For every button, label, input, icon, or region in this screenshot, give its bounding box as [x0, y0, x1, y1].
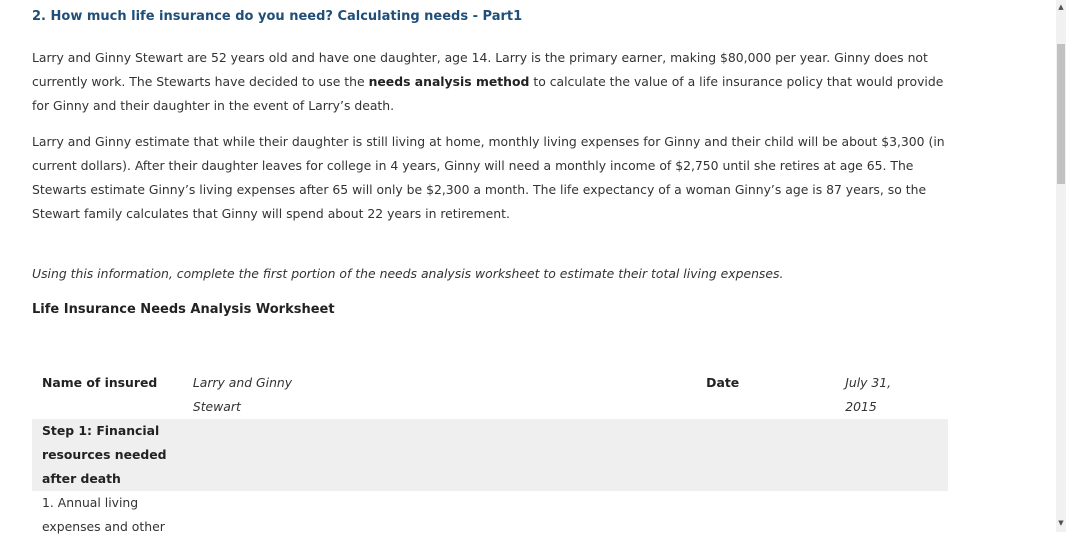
- step-1-label: Step 1: Financial resources needed after death: [32, 419, 183, 491]
- paragraph-1-text-end: to calculate the value of a life insurance policy that would provide for Ginny and their daughter in the event of Larry’s death.: [32, 74, 944, 113]
- step-1-row: [32, 419, 948, 491]
- vertical-scrollbar[interactable]: [1056, 0, 1066, 532]
- step-1-spacer-1: [183, 419, 696, 491]
- name-of-insured-value: [183, 371, 696, 419]
- question-title: 2. How much life insurance do you need? Calculating needs - Part1: [32, 9, 523, 24]
- worksheet-title: Life Insurance Needs Analysis Worksheet: [32, 302, 335, 317]
- scrollbar-thumb[interactable]: [1057, 44, 1065, 184]
- step-1-spacer-2: [696, 419, 835, 491]
- instruction-text: Using this information, complete the first portion of the needs analysis worksheet to estimate their total living expenses.: [32, 266, 784, 281]
- worksheet-header-row: [32, 371, 948, 419]
- paragraph-1-text-start: Larry and Ginny Stewart are 52 years old and have one daughter, age 14. Larry is the primary earner, making $80,000 per year. Ginny does not currently work. The Stewarts have decided to use the: [32, 50, 928, 89]
- needs-analysis-method-term: needs analysis method: [368, 74, 530, 89]
- date-value: [835, 371, 948, 419]
- scenario-paragraph-2: Larry and Ginny estimate that while their daughter is still living at home, monthly living expenses for Ginny and their child will be about $3,300 (in current dollars). After their daughter leaves for college in 4 years, Ginny will need a monthly income of $2,750 until she retires at age 65. The Stewarts estimate Ginny’s living expenses after 65 will only be $2,300 a month. The life expectancy of a woman Ginny’s age is 87 years, so the Stewart family calculates that Ginny will spend about 22 years in retirement.: [32, 134, 945, 221]
- name-of-insured-label: Name of insured: [42, 375, 158, 390]
- date-label: Date: [706, 375, 740, 390]
- needs-analysis-worksheet-table: [32, 371, 948, 539]
- step-1-spacer-3: [835, 419, 948, 491]
- scroll-down-arrow-icon[interactable]: ▼: [1058, 519, 1064, 527]
- scroll-up-arrow-icon[interactable]: ▲: [1058, 3, 1064, 11]
- name-of-insured-value-text: Larry and Ginny Stewart: [192, 375, 293, 414]
- scenario-paragraph-1: [32, 46, 948, 118]
- annual-living-expenses-label: 1. Annual living expenses and other: [42, 495, 165, 534]
- date-value-text: July 31, 2015: [845, 375, 892, 414]
